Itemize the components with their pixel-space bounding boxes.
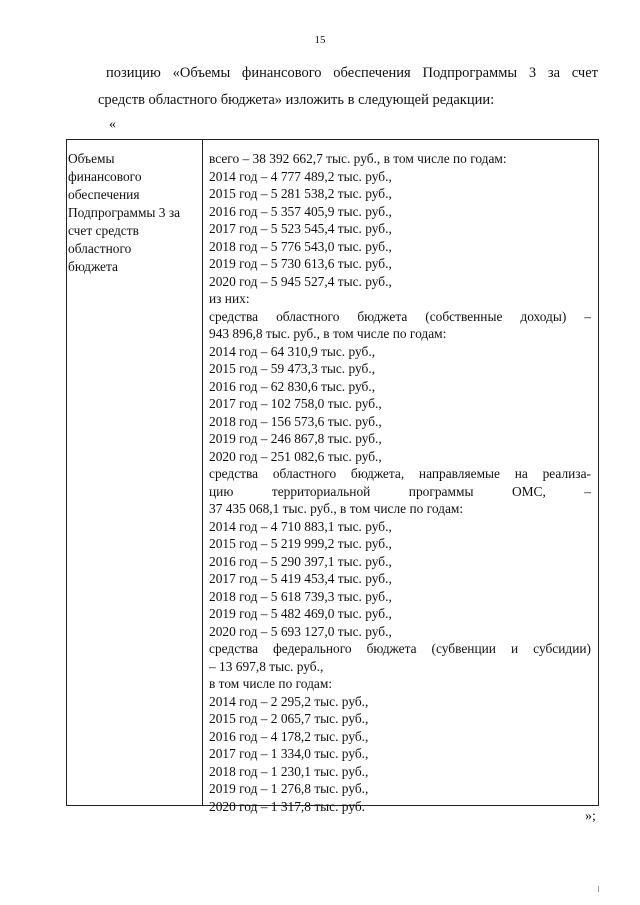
opening-quote: « [109,117,116,132]
value-line: 2015 год – 2 065,7 тыс. руб., [209,711,369,726]
value-line: – 13 697,8 тыс. руб., [209,658,324,674]
value-line: 2015 год – 59 473,3 тыс. руб., [209,361,376,376]
label-line: Объемы [68,151,115,166]
value-line: 2019 год – 1 276,8 тыс. руб., [209,781,369,796]
value-line: 2020 год – 251 082,6 тыс. руб., [209,448,382,464]
label-line: Подпрограммы 3 за [68,205,181,220]
value-line: 2014 год – 2 295,2 тыс. руб., [209,693,369,709]
value-line: цию территориальной программы ОМС, – [209,483,591,499]
value-line: 2014 год – 64 310,9 тыс. руб., [209,343,376,359]
intro-line-2: средств областного бюджета» изложить в следующей редакции: [98,92,495,108]
value-line: 2020 год – 5 945 527,4 тыс. руб., [209,273,392,289]
table-value-cell [209,150,591,815]
value-line: 2015 год – 5 219 999,2 тыс. руб., [209,536,392,551]
value-line: из них: [209,291,250,306]
closing-quote: »; [585,809,596,824]
value-line: 2018 год – 5 618 739,3 тыс. руб., [209,588,392,604]
column-divider [202,140,203,805]
value-line: 2017 год – 5 523 545,4 тыс. руб., [209,221,392,236]
value-line: средства федерального бюджета (субвенции и субсидии) [209,641,591,656]
value-line: 2016 год – 5 290 397,1 тыс. руб., [209,553,392,569]
label-line: бюджета [68,259,118,274]
value-line: всего – 38 392 662,7 тыс. руб., в том числе по годам: [209,151,507,166]
value-line: 2017 год – 1 334,0 тыс. руб., [209,746,369,761]
value-line: 2018 год – 1 230,1 тыс. руб., [209,763,369,779]
value-line: 2019 год – 246 867,8 тыс. руб., [209,431,382,446]
table-label-cell [68,150,200,276]
value-line: 37 435 068,1 тыс. руб., в том числе по годам: [209,501,464,516]
value-line: в том числе по годам: [209,676,333,691]
intro-paragraph [98,60,598,114]
value-line: 2020 год – 1 317,8 тыс. руб. [209,798,366,814]
value-line: 2017 год – 5 419 453,4 тыс. руб., [209,571,392,586]
value-line: 2014 год – 4 777 489,2 тыс. руб., [209,168,392,184]
value-line: средства областного бюджета, направляемые на реализа- [209,466,591,481]
value-line: 2015 год – 5 281 538,2 тыс. руб., [209,186,392,201]
value-line: 2016 год – 5 357 405,9 тыс. руб., [209,203,392,219]
label-line: обеспечения [68,187,140,202]
value-line: 2019 год – 5 730 613,6 тыс. руб., [209,256,392,271]
value-line: 943 896,8 тыс. руб., в том числе по годам: [209,326,447,341]
value-line: средства областного бюджета (собственные доходы) – [209,308,591,324]
value-line: 2016 год – 62 830,6 тыс. руб., [209,378,376,394]
value-line: 2014 год – 4 710 883,1 тыс. руб., [209,518,392,534]
funding-table [66,139,599,814]
margin-mark [598,886,599,892]
page-number: 15 [314,34,326,46]
value-line: 2018 год – 5 776 543,0 тыс. руб., [209,238,392,254]
value-line: 2018 год – 156 573,6 тыс. руб., [209,413,382,429]
value-line: 2016 год – 4 178,2 тыс. руб., [209,728,369,744]
value-line: 2019 год – 5 482 469,0 тыс. руб., [209,606,392,621]
value-line: 2020 год – 5 693 127,0 тыс. руб., [209,623,392,639]
label-line: финансового [68,169,142,184]
label-line: областного [68,241,132,256]
label-line: счет средств [68,223,139,238]
value-line: 2017 год – 102 758,0 тыс. руб., [209,396,382,411]
intro-line-1: позицию «Объемы финансового обеспечения Подпрограммы 3 за счет [106,65,598,81]
